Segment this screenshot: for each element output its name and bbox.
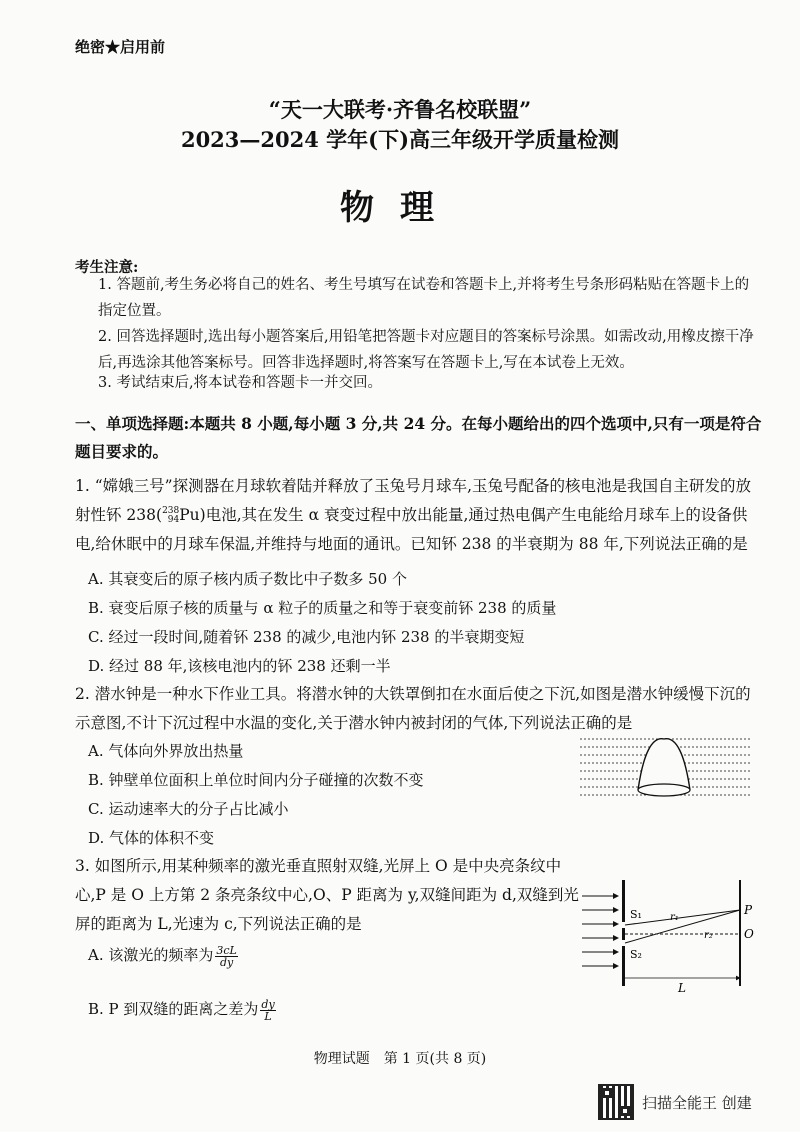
question-2-stem: 2. 潜水钟是一种水下作业工具。将潜水钟的大铁罩倒扣在水面后使之下沉,如图是潜水钟缓慢下沉的示意图,不计下沉过程中水温的变化,关于潜水钟内被封闭的气体,下列说法正确的是 (75, 685, 751, 732)
q3-option-a: A. 该激光的频率为 $\frac{3cL}{dy}$ (88, 943, 237, 969)
notes-heading: 考生注意: (75, 259, 139, 276)
label-o: O (744, 927, 754, 941)
label-p: P (744, 903, 753, 917)
exam-title-line1: “天一大联考·齐鲁名校联盟” (268, 97, 532, 122)
isotope-notation: 238 94 (162, 506, 180, 525)
isotope-symbol: Pu (179, 506, 200, 524)
bell-opening (638, 784, 690, 796)
q2-option-d: D. 气体的体积不变 (88, 829, 215, 847)
fraction-b: $\frac{dy}{L}$ (261, 997, 275, 1023)
q1-option-a: A. 其衰变后的原子核内质子数比中子数多 50 个 (88, 570, 407, 588)
q1-option-c: C. 经过一段时间,随着钚 238 的减少,电池内钚 238 的半衰期变短 (88, 628, 525, 646)
q1-stem-part-a: 1. “嫦娥三号”探测器在月球软着陆并释放了玉兔号月球车,玉兔号配备的核电池是我国自主研发的放射性钚 238( (75, 477, 751, 524)
label-s1: S₁ (630, 908, 642, 921)
label-s2: S₂ (630, 948, 642, 961)
q1-stem-part-b: )电池,其在发生 α 衰变过程中放出能量,通过热电偶产生电能给月球车上的设备供电,给休眠中的月球车保温,并维持与地面的通讯。已知钚 238 的半衰期为 88 年,下列说法正确的是 (75, 506, 748, 553)
diving-bell-figure (580, 735, 750, 805)
question-3-stem: 3. 如图所示,用某种频率的激光垂直照射双缝,光屏上 O 是中央亮条纹中心,P 是 O 上方第 2 条亮条纹中心,O、P 距离为 y,双缝间距为 d,双缝到光屏的距离为 L,光速为 c,下列说法正确的是 (75, 857, 579, 933)
q1-option-d: D. 经过 88 年,该核电池内的钚 238 还剩一半 (88, 657, 391, 675)
label-l: L (678, 981, 686, 995)
confidential-label: 绝密★启用前 (75, 38, 166, 56)
scanner-watermark (598, 1084, 752, 1120)
q3-option-b: B. P 到双缝的距离之差为 $\frac{dy}{L}$ (88, 997, 275, 1023)
subject-title: 物理 (340, 188, 460, 228)
question-1-stem (75, 472, 755, 559)
q2-option-a: A. 气体向外界放出热量 (88, 742, 244, 760)
note-item: 1. 答题前,考生务必将自己的姓名、考生号填写在试卷和答题卡上,并将考生号条形码粘贴在答题卡上的指定位置。 (98, 277, 750, 319)
fraction-a: $\frac{3cL}{dy}$ (216, 943, 237, 969)
qr-code-icon (598, 1084, 634, 1120)
q2-option-b: B. 钟壁单位面积上单位时间内分子碰撞的次数不变 (88, 771, 424, 789)
note-item: 2. 回答选择题时,选出每小题答案后,用铅笔把答题卡对应题目的答案标号涂黑。如需改动,用橡皮擦干净后,再选涂其他答案标号。回答非选择题时,将答案写在答题卡上,写在本试卷上无效。 (98, 329, 754, 371)
page-footer: 物理试题 第 1 页(共 8 页) (313, 1051, 487, 1067)
label-r2: r₂ (704, 930, 713, 941)
exam-title-line2: 2023—2024 学年(下)高三年级开学质量检测 (180, 127, 620, 152)
q2-option-c: C. 运动速率大的分子占比减小 (88, 800, 289, 818)
bell-shape (638, 739, 690, 790)
q1-option-b: B. 衰变后原子核的质量与 α 粒子的质量之和等于衰变前钚 238 的质量 (88, 599, 557, 617)
label-r1: r₁ (670, 912, 679, 923)
double-slit-figure (582, 880, 762, 995)
note-item: 3. 考试结束后,将本试卷和答题卡一并交回。 (98, 375, 383, 391)
watermark-text: 扫描全能王 创建 (642, 1093, 752, 1112)
section-heading: 一、单项选择题:本题共 8 小题,每小题 3 分,共 24 分。在每小题给出的四个选项中,只有一项是符合题目要求的。 (75, 414, 762, 461)
